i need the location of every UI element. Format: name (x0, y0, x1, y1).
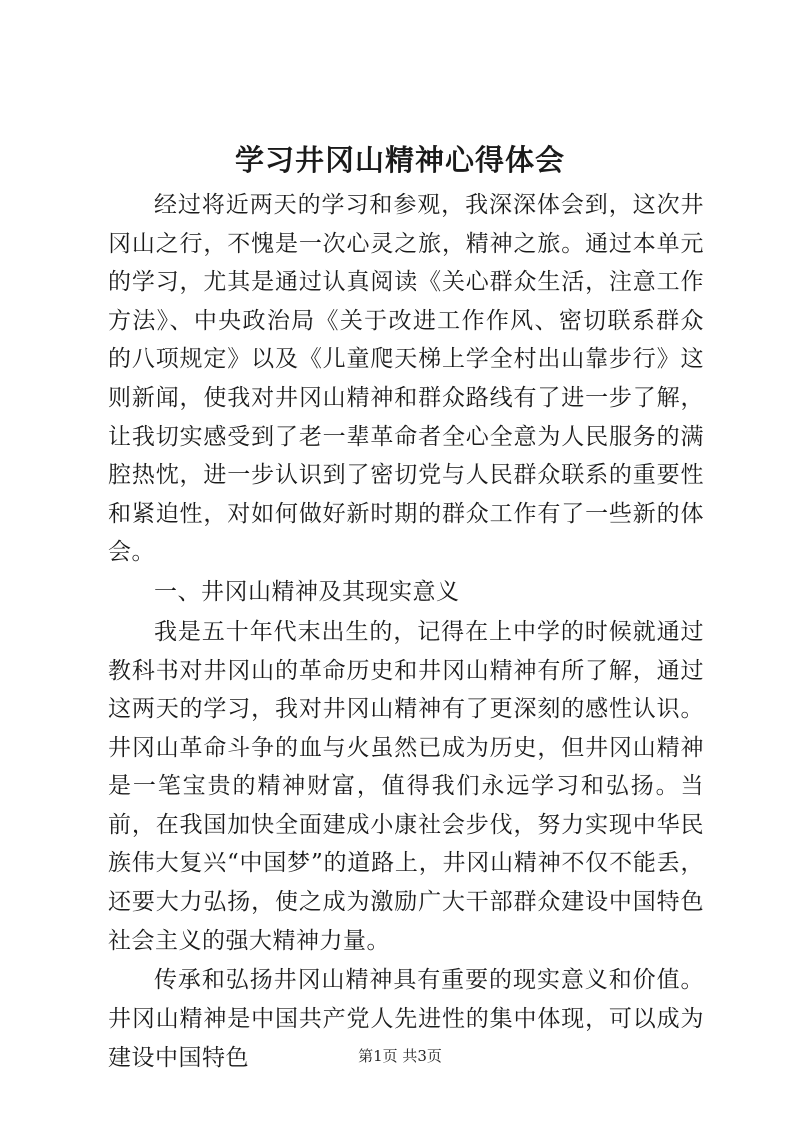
section-heading-1: 一、井冈山精神及其现实意义 (154, 579, 460, 606)
paragraph-significance: 传承和弘扬井冈山精神具有重要的现实意义和价值。井冈山精神是中国共产党人先进性的集中体现，可以成为建设中国特色 (108, 967, 704, 1071)
page-footer: 第1页 共3页 (358, 1047, 442, 1065)
paragraph-section-1: 我是五十年代末出生的，记得在上中学的时候就通过教科书对井冈山的革命历史和井冈山精神有所了解，通过这两天的学习，我对井冈山精神有了更深刻的感性认识。井冈山革命斗争的血与火虽然已成为历史，但井冈山精神是一笔宝贵的精神财富，值得我们永远学习和弘扬。当前，在我国加快全面建成小康社会步伐，努力实现中华民族伟大复兴“中国梦”的道路上，井冈山精神不仅不能丢，还要大力弘扬，使之成为激励广大干部群众建设中国特色社会主义的强大精神力量。 (108, 618, 704, 954)
document-title: 学习井冈山精神心得体会 (234, 143, 565, 177)
document-body (108, 186, 704, 1077)
paragraph-intro: 经过将近两天的学习和参观，我深深体会到，这次井冈山之行，不愧是一次心灵之旅，精神之旅。通过本单元的学习，尤其是通过认真阅读《关心群众生活，注意工作方法》、中央政治局《关于改进工作作风、密切联系群众的八项规定》以及《儿童爬天梯上学全村出山靠步行》这则新闻，使我对井冈山精神和群众路线有了进一步了解，让我切实感受到了老一辈革命者全心全意为人民服务的满腔热忱，进一步认识到了密切党与人民群众联系的重要性和紧迫性，对如何做好新时期的群众工作有了一些新的体会。 (108, 192, 704, 566)
